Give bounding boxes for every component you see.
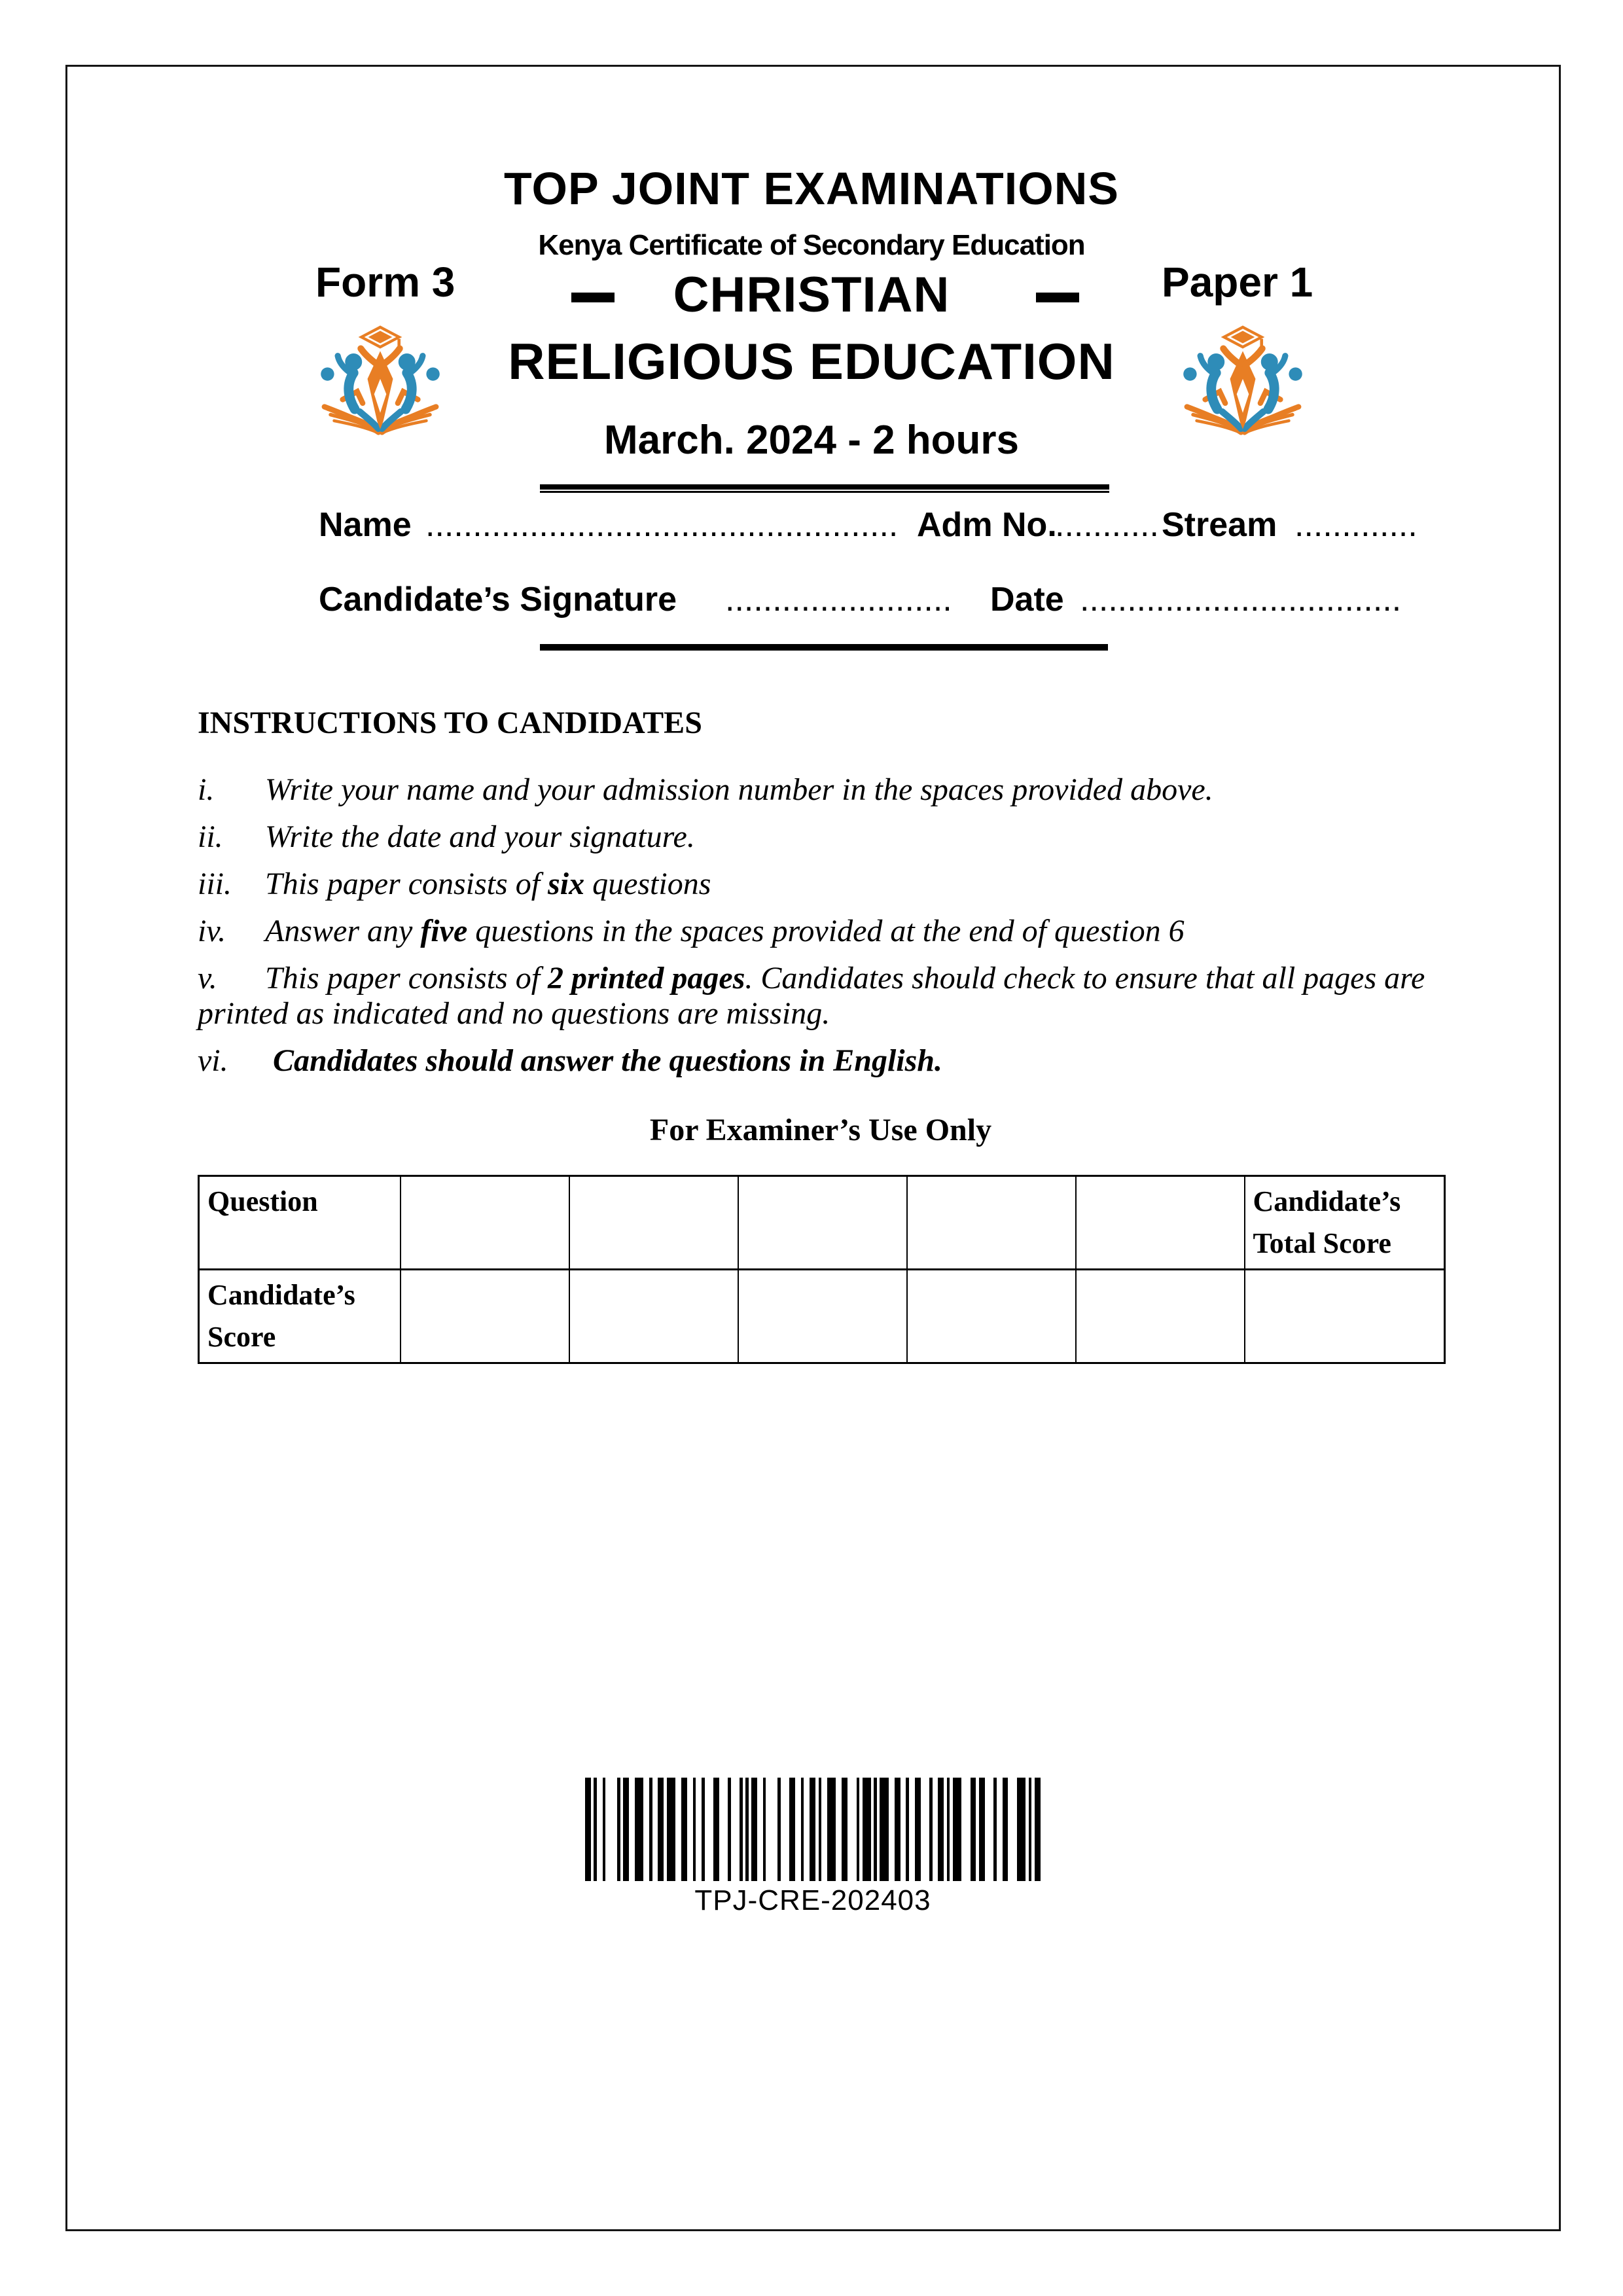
barcode-bar	[953, 1778, 961, 1881]
barcode-space	[605, 1778, 617, 1881]
barcode-space	[985, 1778, 993, 1881]
barcode-space	[889, 1778, 895, 1881]
examiner-cell-label: Candidate’s Total Score	[1245, 1176, 1445, 1270]
barcode-bar	[1017, 1778, 1026, 1881]
instruction-text-segment: Candidates should answer the questions in English.	[265, 1043, 942, 1078]
barcode-text: TPJ-CRE-202403	[694, 1884, 931, 1916]
instruction-item-iii	[198, 867, 1435, 902]
barcode-bar	[863, 1778, 871, 1881]
examiner-cell-empty	[738, 1176, 907, 1270]
examiner-table	[198, 1175, 1446, 1364]
date-field-label: Date	[990, 581, 1064, 619]
instructions-heading: INSTRUCTIONS TO CANDIDATES	[198, 706, 702, 740]
barcode-space	[652, 1778, 658, 1881]
instruction-numeral: iii.	[198, 867, 232, 901]
barcode-bar	[623, 1778, 629, 1881]
barcode-space	[901, 1778, 906, 1881]
examiner-cell-empty	[569, 1270, 738, 1363]
barcode-space	[766, 1778, 777, 1881]
barcode-bar	[789, 1778, 795, 1881]
barcode-space	[757, 1778, 763, 1881]
barcode-space	[629, 1778, 635, 1881]
barcode-space	[675, 1778, 681, 1881]
barcode-space	[781, 1778, 789, 1881]
barcode-bar	[1035, 1778, 1041, 1881]
instruction-numeral: vi.	[198, 1043, 228, 1078]
barcode-bar	[842, 1778, 847, 1881]
instruction-text-segment: Write the date and your signature.	[265, 819, 695, 854]
subject-title-line2: RELIGIOUS EDUCATION	[508, 332, 1115, 390]
barcode-space	[731, 1778, 740, 1881]
instruction-text-segment: questions in the spaces provided at the end of question 6	[467, 914, 1185, 948]
barcode-space	[804, 1778, 810, 1881]
examiner-cell-empty	[569, 1176, 738, 1270]
barcode-bar	[667, 1778, 675, 1881]
instruction-text-segment: five	[420, 914, 468, 948]
barcode-bar	[681, 1778, 687, 1881]
examiner-use-heading: For Examiner’s Use Only	[649, 1113, 992, 1147]
instruction-text-segment: . Candidates should check to ensure that all pages are printed as indicated and no questions are missing.	[198, 961, 1425, 1031]
barcode-space	[795, 1778, 801, 1881]
instruction-item-v	[198, 961, 1435, 1031]
barcode-bar	[827, 1778, 836, 1881]
instruction-text-segment: questions	[584, 867, 711, 901]
barcode-bar	[938, 1778, 944, 1881]
instruction-text-segment: This paper consists of	[265, 867, 548, 901]
examiner-cell-empty	[1245, 1270, 1445, 1363]
barcode-bar	[810, 1778, 815, 1881]
instruction-item-ii	[198, 819, 1435, 855]
paper-number-label: Paper 1	[1162, 259, 1313, 306]
barcode-bar	[880, 1778, 888, 1881]
barcode-bar	[585, 1778, 591, 1881]
examiner-cell-label: Question	[199, 1176, 401, 1270]
exam-date-duration: March. 2024 - 2 hours	[603, 418, 1020, 463]
barcode-space	[909, 1778, 915, 1881]
barcode-space	[719, 1778, 728, 1881]
barcode-space	[705, 1778, 713, 1881]
date-field-dots: ..................................	[1080, 581, 1402, 619]
barcode-space	[687, 1778, 693, 1881]
barcode-bar	[915, 1778, 921, 1881]
examiner-cell-empty	[1076, 1176, 1245, 1270]
examiner-cell-empty	[401, 1270, 569, 1363]
examiner-table-wrap	[198, 1175, 1446, 1364]
instruction-numeral: ii.	[198, 819, 223, 854]
adm-no-field-dots: ...........	[1055, 506, 1159, 544]
barcode-bar	[971, 1778, 976, 1881]
stream-field-dots: .............	[1294, 506, 1418, 544]
signature-field-label: Candidate’s Signature	[319, 581, 677, 619]
barcode-space	[961, 1778, 970, 1881]
barcode-space	[847, 1778, 856, 1881]
examiner-table-row-1	[199, 1176, 1445, 1270]
instruction-item-iv	[198, 914, 1435, 949]
name-field-label: Name	[319, 506, 412, 544]
subject-title-line1: CHRISTIAN	[673, 267, 950, 323]
instruction-numeral: iv.	[198, 914, 226, 948]
header-divider-rule	[540, 484, 1109, 493]
barcode-space	[696, 1778, 702, 1881]
examiner-cell-label: Candidate’s Score	[199, 1270, 401, 1363]
examiner-table-row-2	[199, 1270, 1445, 1363]
barcode-bar	[635, 1778, 643, 1881]
instruction-text-segment: Write your name and your admission number in the spaces provided above.	[265, 772, 1213, 807]
instruction-text-segment: six	[548, 867, 585, 901]
instructions-list	[198, 772, 1435, 1090]
barcode-space	[643, 1778, 649, 1881]
instruction-text-segment: This paper consists of	[265, 961, 548, 996]
barcode-space	[821, 1778, 827, 1881]
barcode-space	[921, 1778, 929, 1881]
instruction-numeral: v.	[198, 961, 217, 996]
stream-field-label: Stream	[1162, 506, 1277, 544]
examiner-table-body	[199, 1176, 1445, 1363]
barcode-bar	[1003, 1778, 1008, 1881]
barcode-space	[997, 1778, 1003, 1881]
examiner-cell-empty	[907, 1270, 1076, 1363]
examiner-cell-empty	[401, 1176, 569, 1270]
barcode-bars	[585, 1778, 1041, 1881]
instruction-item-i	[198, 772, 1435, 808]
form-level-label: Form 3	[315, 259, 455, 306]
name-field-dots: ..................................................	[425, 506, 899, 544]
instruction-numeral: i.	[198, 772, 215, 807]
page-subtitle: Kenya Certificate of Secondary Education	[538, 229, 1085, 261]
instruction-text-segment: Answer any	[265, 914, 421, 948]
candidate-section-divider-rule	[540, 644, 1108, 651]
signature-field-dots: ........................	[725, 581, 952, 619]
examiner-cell-empty	[907, 1176, 1076, 1270]
barcode-space	[836, 1778, 842, 1881]
barcode-bar	[658, 1778, 664, 1881]
barcode-space	[1008, 1778, 1016, 1881]
examiner-cell-empty	[738, 1270, 907, 1363]
barcode-bar	[895, 1778, 901, 1881]
adm-no-field-label: Adm No.	[917, 506, 1057, 544]
instruction-text-segment: 2 printed pages	[548, 961, 745, 996]
barcode-space	[933, 1778, 938, 1881]
examiner-cell-empty	[1076, 1270, 1245, 1363]
paper-barcode	[585, 1778, 1041, 1916]
barcode-space	[597, 1778, 603, 1881]
page-title: TOP JOINT EXAMINATIONS	[504, 163, 1119, 214]
barcode-bar	[751, 1778, 757, 1881]
barcode-bar	[713, 1778, 719, 1881]
instruction-item-vi	[198, 1043, 1435, 1079]
barcode-bar	[979, 1778, 985, 1881]
